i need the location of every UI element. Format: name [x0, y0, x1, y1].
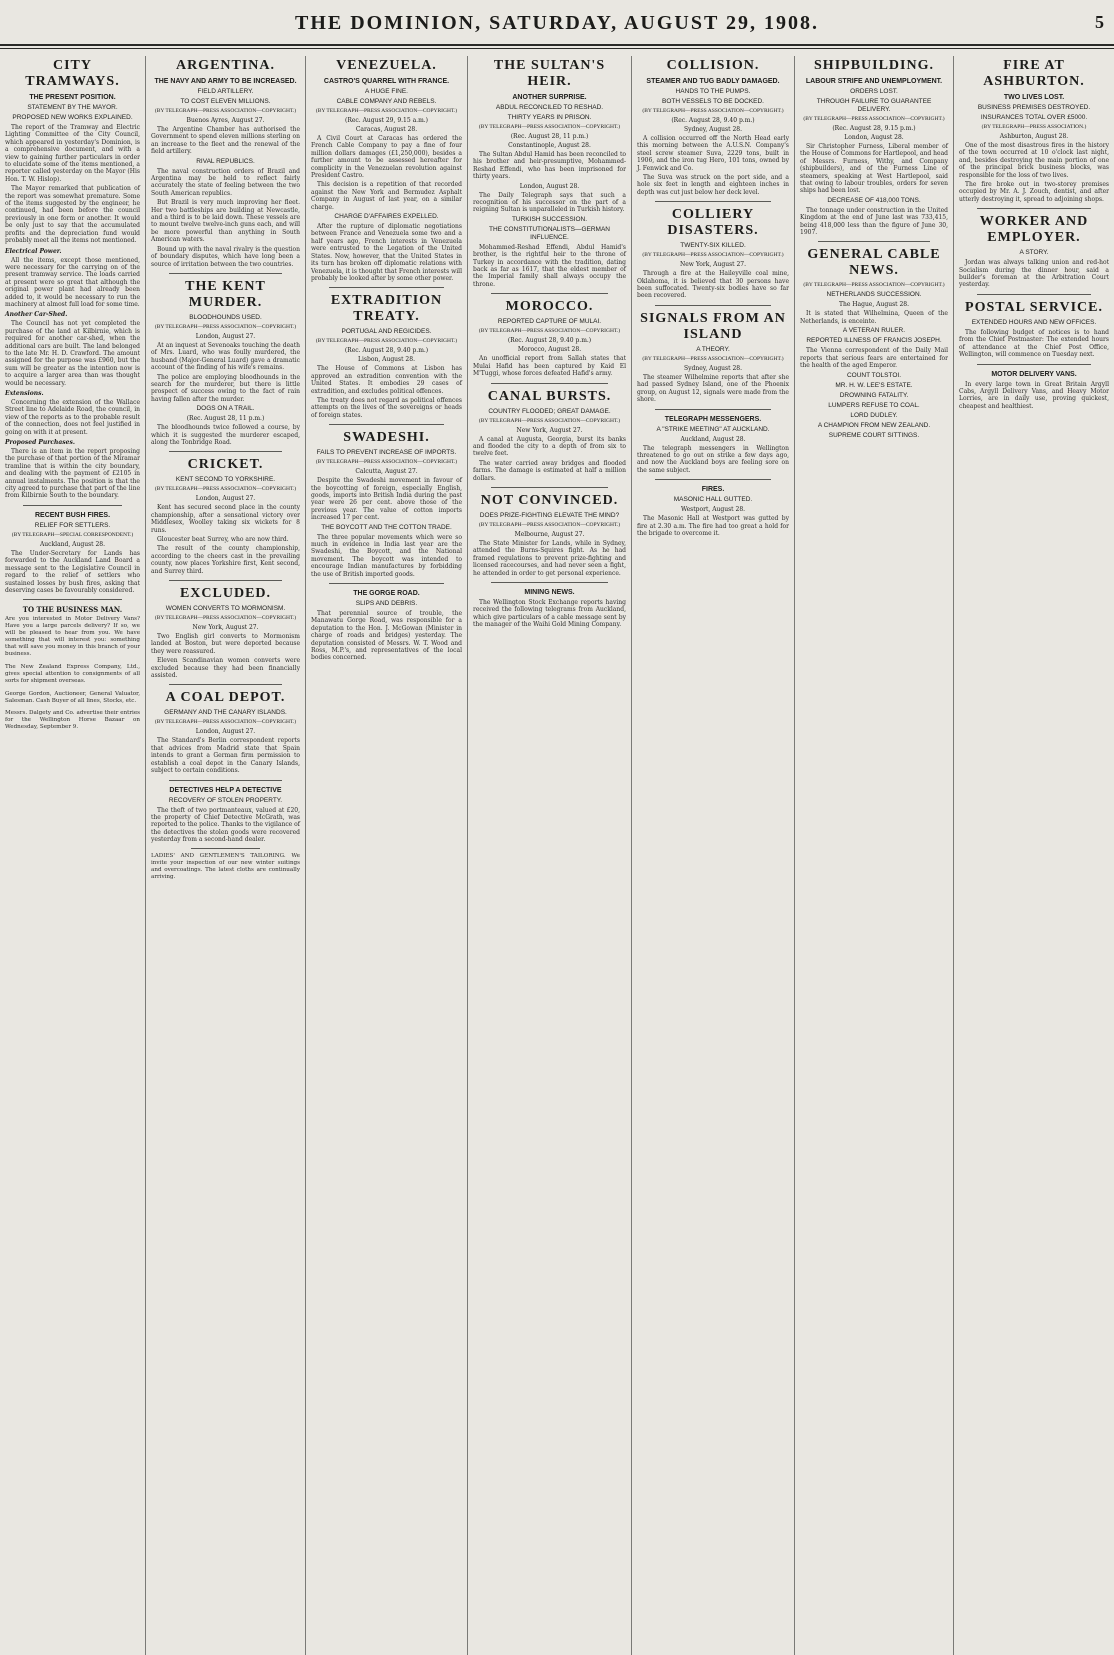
article-separator	[977, 364, 1091, 365]
dateline: Caracas, August 28.	[355, 126, 418, 133]
wire-credit: (BY TELEGRAPH—PRESS ASSOCIATION—COPYRIGHT.)	[315, 459, 458, 466]
column-7	[954, 56, 1114, 1655]
article-subhead: WOMEN CONVERTS TO MORMONISM.	[165, 605, 286, 613]
article-subhead: INSURANCES TOTAL OVER £5000.	[980, 114, 1088, 121]
dateline: (Rec. August 29, 9.15 a.m.)	[344, 117, 429, 124]
advertisement-title: TO THE BUSINESS MAN.	[22, 605, 123, 615]
article-headline: THE KENT MURDER.	[185, 278, 266, 310]
column-6	[795, 56, 954, 1655]
article-paragraph: Kent has secured second place in the county championship, after a sensational victory over Middlesex, Woolley taking six wickets for 8 runs.	[151, 504, 300, 534]
article-subhead: THE CONSTITUTIONALISTS—GERMAN INFLUENCE.	[489, 225, 610, 241]
dateline: Ashburton, August 28.	[999, 133, 1069, 140]
article-separator	[491, 383, 608, 384]
article-headline: DETECTIVES HELP A DETECTIVE	[169, 786, 282, 794]
article-paragraph: The State Minister for Lands, while in Sydney, attended the Burns-Squires fight. As he had framed regulations to prevent prize-fighting and licensed racecourses, and had never seen a fight, he attended in order to get personal experience.	[473, 539, 626, 577]
column-5	[632, 56, 795, 1655]
article-paragraph: The fire broke out in two-storey premises occupied by Mr. A. J. Zouch, dentist, and after utterly destroying it, spread to adjoining shops.	[959, 181, 1109, 203]
dateline: New York, August 27.	[192, 624, 259, 632]
article-headline: NOT CONVINCED.	[480, 492, 619, 508]
article-subhead: THIRTY YEARS IN PRISON.	[507, 114, 592, 121]
article-subhead: ORDERS LOST.	[850, 88, 898, 95]
article-subhead: MR. H. W. LEE'S ESTATE.	[835, 381, 913, 389]
article-subhead: COUNT TOLSTOI.	[846, 371, 902, 379]
advertisement-text: George Gordon, Auctioneer, General Valuator, Salesman. Cash Buyer of all lines, Stocks, etc.	[5, 690, 140, 704]
dateline: Constantinople, August 28.	[508, 142, 591, 149]
article-headline: TELEGRAPH MESSENGERS.	[664, 415, 762, 423]
article-subhead: FAILS TO PREVENT INCREASE OF IMPORTS.	[316, 449, 457, 457]
article-paragraph: The theft of two portmanteaux, valued at £20, the property of Chief Detective McGrath, was reported to the police. Thanks to the vigilance of the detectives the stolen goods were recovered yesterday from a second-hand dealer.	[151, 806, 300, 844]
column-2	[146, 56, 306, 1655]
article-subhead: REPORTED ILLNESS OF FRANCIS JOSEPH.	[806, 337, 942, 345]
article-separator	[329, 287, 444, 288]
article-paragraph: An unofficial report from Sallah states that Mulai Hafid has been captured by Kaid El M'Tuggi, whose forces defeated Hafid's army.	[473, 355, 626, 378]
dateline: Calcutta, August 27.	[355, 468, 418, 476]
article-subhead: STEAMER AND TUG BADLY DAMAGED.	[646, 78, 780, 85]
wire-credit: (BY TELEGRAPH—PRESS ASSOCIATION.)	[981, 124, 1087, 130]
article-subhead: TURKISH SUCCESSION.	[511, 215, 588, 223]
wire-credit: (BY TELEGRAPH—PRESS ASSOCIATION—COPYRIGHT.)	[154, 323, 297, 330]
article-paragraph: The tonnage under construction in the United Kingdom at the end of June last was 733,415, being 418,000 less than the figure of June 30, 1907.	[800, 206, 948, 237]
article-paragraph: Concerning the extension of the Wallace Street line to Adelaide Road, the council, in view of the reports as to the probable result of the connection, does not feel justified in going on with it at present.	[5, 399, 140, 436]
article-paragraph: But Brazil is very much improving her fleet. Her two battleships are building at Newcastle, and a third is to be laid down. These vessels are to mount twelve twelve-inch guns each, and will be more powerful than anything in South American waters.	[151, 199, 300, 244]
article-paragraph: The House of Commons at Lisbon has approved an extradition convention with the United States. It embodies 29 cases of extradition, and excludes political offences.	[311, 365, 462, 395]
column-4	[468, 56, 632, 1655]
article-paragraph: The treaty does not regard as political offences attempts on the lives of the sovereigns or heads of foreign states.	[311, 396, 462, 419]
article-subhead: ABDUL RECONCILED TO RESHAD.	[495, 104, 604, 111]
article-paragraph: The Wellington Stock Exchange reports having received the following telegrams from Auckland, which give particulars of a cable message sent by the manager of the Waihi Gold Mining Company.	[473, 598, 626, 629]
article-headline: ARGENTINA.	[175, 58, 276, 73]
article-headline: CITY TRAMWAYS.	[25, 58, 120, 89]
article-subhead: MASONIC HALL GUTTED.	[673, 496, 753, 504]
article-headline: CRICKET.	[187, 457, 264, 473]
dateline: New York, August 27.	[679, 261, 747, 269]
article-subhead: TO COST ELEVEN MILLIONS.	[180, 98, 271, 105]
advertisement-text: Are you interested in Motor Delivery Vans? Have you a large parcels delivery? If so, we will be pleased to hear from you. We have something that will interest you: something that will save you money in this branch of your business.	[5, 616, 140, 658]
article-paragraph: A canal at Augusta, Georgia, burst its banks and flooded the city to a depth of from six to twelve feet.	[473, 435, 626, 458]
article-paragraph: After the rupture of diplomatic negotiations between France and Venezuela some two and a half years ago, French interests in Venezuela were entrusted to the Legation of the United States. Now, however, that the United States in its turn has broken off diplomatic relations with Venezuela, it is thought that French interests will probably be looked after by some other power.	[311, 223, 462, 282]
article-subhead: A THEORY.	[696, 345, 730, 353]
article-headline: GENERAL CABLE NEWS.	[807, 247, 941, 279]
article-subhead: ANOTHER SURPRISE.	[512, 94, 587, 101]
wire-credit: (BY TELEGRAPH—PRESS ASSOCIATION—COPYRIGHT.)	[478, 124, 621, 130]
dateline: Lisbon, August 28.	[358, 356, 415, 364]
wire-credit: (BY TELEGRAPH—PRESS ASSOCIATION—COPYRIGHT.)	[154, 615, 297, 622]
dateline: Sydney, August 28.	[683, 364, 742, 372]
article-paragraph: The Council has not yet completed the purchase of the land at Kilbirnie, which is required for another car-shed, when the additional cars are built. The land belonged to the late Mr. H. D. Crawford. The amount assigned for the purpose was £960, but the sum will be greater as the intention now is to acquire a larger area than was thought would be necessary.	[5, 320, 140, 387]
article-subhead: A HUGE FINE.	[365, 88, 408, 95]
article-headline: EXCLUDED.	[179, 586, 272, 602]
article-paragraph: The Under-Secretary for Lands has forwarded to the Auckland Land Board a message sent to the Legislative Council in regard to the relief of settlers who sustained losses by bush fires, asking that deserving cases be favourably considered.	[5, 549, 140, 594]
article-separator	[23, 599, 122, 600]
dateline: (Rec. August 28, 11 p.m.)	[186, 415, 265, 423]
article-paragraph: The Masonic Hall at Westport was gutted by fire at 2.30 a.m. The fire had too great a hold for the brigade to overcome it.	[637, 515, 789, 537]
wire-credit: (BY TELEGRAPH—PRESS ASSOCIATION—COPYRIGHT.)	[803, 282, 945, 289]
article-headline: VENEZUELA.	[336, 58, 437, 73]
article-subhead: A STORY.	[1019, 249, 1049, 257]
article-headline: THE GORGE ROAD.	[353, 590, 420, 598]
article-subhead: REPORTED CAPTURE OF MULAI.	[497, 318, 602, 326]
dateline: London, August 27.	[195, 728, 256, 736]
article-paragraph: The steamer Wilhelmine reports that after she had passed Sydney Island, one of the Phoenix group, on August 12, signals were made from the shore.	[637, 373, 789, 404]
wire-credit: (BY TELEGRAPH—PRESS ASSOCIATION—COPYRIGHT.)	[478, 417, 621, 424]
article-headline: SWADESHI.	[343, 430, 430, 446]
dateline: (Rec. August 28, 9.15 p.m.)	[832, 125, 916, 132]
article-paragraph: There is an item in the report proposing the purchase of that portion of the Miramar tramline that is within the city boundary, and dealing with the payment of £2105 in annual instalments. The position is that the city agreed to purchase that part of the line from Kilbirnie South to the boundary.	[5, 448, 140, 500]
article-subhead: STATEMENT BY THE MAYOR.	[27, 104, 118, 111]
article-paragraph: In every large town in Great Britain Argyll Cabs, Argyll Delivery Vans, and Heavy Motor Lorries, are in daily use, proving quickest, cheapest and healthiest.	[959, 380, 1109, 410]
wire-credit: (BY TELEGRAPH—PRESS ASSOCIATION—COPYRIGHT.)	[642, 108, 784, 114]
dateline: London, August 27.	[195, 495, 256, 503]
article-separator	[491, 487, 608, 488]
section-subhead: Extensions.	[5, 390, 44, 397]
dateline: Morocco, August 28.	[517, 346, 582, 354]
dateline: New York, August 27.	[516, 426, 583, 434]
article-separator	[491, 293, 608, 294]
article-separator	[169, 684, 282, 685]
wire-credit: (BY TELEGRAPH—SPECIAL CORRESPONDENT.)	[11, 531, 134, 538]
dateline: Auckland, August 28.	[39, 540, 106, 548]
article-subhead: BOTH VESSELS TO BE DOCKED.	[662, 98, 764, 105]
article-paragraph: The Sultan Abdul Hamid has been reconciled to his brother and heir-presumptive, Mohammed-Reshad Effendi, who has been imprisoned for thirty years.	[473, 151, 626, 181]
section-subhead: Electrical Power.	[5, 247, 62, 255]
article-paragraph: The Mayor remarked that publication of the report was somewhat premature. Some of the items suggested by the engineer, he continued, had been before the council previously in one form or another. It would be only just to say that the accumulated profits and the depreciation fund would probably meet all the items not mentioned.	[5, 185, 140, 245]
article-subhead: LORD DUDLEY.	[850, 411, 898, 419]
article-paragraph: A collision occurred off the North Head early this morning between the A.U.S.N. Company's steel screw steamer Suva, 2229 tons, built in 1906, and the iron tug Hero, 101 tons, owned by J. Fenwick and Co.	[637, 135, 789, 172]
article-paragraph: It is stated that Wilhelmina, Queen of the Netherlands, is enceinte.	[800, 310, 948, 325]
article-separator	[655, 409, 771, 410]
article-paragraph: The Vienna correspondent of the Daily Mail reports that serious fears are entertained for the health of the aged Emperor.	[800, 347, 948, 370]
article-subhead: NETHERLANDS SUCCESSION.	[826, 291, 922, 299]
masthead	[0, 0, 1114, 56]
article-headline: WORKER AND EMPLOYER.	[979, 214, 1089, 246]
advertisement-text: The New Zealand Express Company, Ltd., gives special attention to consignments of all sorts for shipment overseas.	[5, 663, 140, 684]
article-separator	[655, 305, 771, 306]
dateline: Auckland, August 28.	[680, 435, 746, 443]
section-subhead: Another Car-Shed.	[5, 311, 68, 319]
article-paragraph: Two English girl converts to Mormonism landed at Boston, but were deported because they were reassured.	[151, 633, 300, 655]
masthead-rule-thin	[0, 48, 1114, 49]
article-headline: EXTRADITION TREATY.	[330, 293, 443, 325]
dateline: Westport, August 28.	[680, 506, 746, 514]
dateline: (Rec. August 28, 9.40 p.m.)	[344, 347, 429, 355]
article-paragraph: The following budget of notices is to hand from the Chief Postmaster: The extended hours of attendance at the Chief Post Office, Wellington, will commence on Tuesday next.	[959, 328, 1109, 359]
article-subhead: THE NAVY AND ARMY TO BE INCREASED.	[154, 78, 297, 85]
masthead-rule	[0, 44, 1114, 46]
dateline: Melbourne, August 27.	[514, 530, 585, 538]
article-separator	[329, 583, 444, 584]
wire-credit: (BY TELEGRAPH—PRESS ASSOCIATION—COPYRIGHT.)	[154, 486, 297, 493]
article-paragraph: This decision is a repetition of that recorded against the New York and Bermudez Asphalt Company in August of last year, on a similar charge.	[311, 181, 462, 211]
article-subhead: A CHAMPION FROM NEW ZEALAND.	[817, 421, 931, 429]
article-subhead: PROPOSED NEW WORKS EXPLAINED.	[12, 114, 133, 121]
article-headline: POSTAL SERVICE.	[965, 299, 1103, 315]
article-separator	[977, 208, 1091, 209]
article-subhead: TWENTY-SIX KILLED.	[680, 242, 746, 250]
dateline: London, August 28.	[519, 182, 580, 190]
article-subhead: LABOUR STRIFE AND UNEMPLOYMENT.	[805, 78, 943, 85]
article-paragraph: Eleven Scandinavian women converts were excluded because they had been financially assisted.	[151, 657, 300, 680]
dateline: (Rec. August 28, 9.40 p.m.)	[507, 337, 592, 345]
article-subhead: THE BOYCOTT AND THE COTTON TRADE.	[321, 523, 452, 531]
article-headline: MOROCCO.	[505, 299, 594, 315]
dateline: London, August 28.	[844, 134, 904, 141]
dateline: London, August 27.	[195, 332, 256, 340]
article-headline: MINING NEWS.	[524, 588, 575, 596]
wire-credit: (BY TELEGRAPH—PRESS ASSOCIATION—COPYRIGHT.)	[478, 328, 621, 335]
article-paragraph: The naval construction orders of Brazil and Argentina may be held to reflect fairly accurately the state of feeling between the two South American republics.	[151, 167, 300, 197]
article-paragraph: At an inquest at Sevenoaks touching the death of Mrs. Luard, who was foully murdered, the husband (Major-General Luard) gave a dramatic account of the finding of his wife's remains.	[151, 341, 300, 372]
article-headline: FIRES.	[701, 486, 725, 494]
article-paragraph: The telegraph messengers in Wellington threatened to go out on strike a few days ago, and now the Auckland boys are feeling sore on the same subject.	[637, 444, 789, 474]
wire-credit: (BY TELEGRAPH—PRESS ASSOCIATION—COPYRIGHT.)	[315, 338, 458, 345]
wire-credit: (BY TELEGRAPH—PRESS ASSOCIATION—COPYRIGHT.)	[803, 116, 945, 122]
article-paragraph: Mohammed-Reshad Effendi, Abdul Hamid's brother, is the rightful heir to the throne of Turkey in accordance with the tradition, dating back as far as 1617, that the eldest member of the Imperial family shall always occupy the throne.	[473, 243, 626, 288]
article-paragraph: All the items, except those mentioned, were necessary for the carrying on of the present tramway service. The loads carried at present were so great that although the original power plant had already been added to, it would be necessary to run the machinery at almost full load for some time.	[5, 256, 140, 308]
article-separator	[977, 294, 1091, 295]
article-subhead: COUNTRY FLOODED; GREAT DAMAGE.	[488, 407, 611, 415]
article-headline: MOTOR DELIVERY VANS.	[991, 370, 1077, 378]
article-paragraph: The result of the county championship, according to the cheers cast in the prevailing county, now places Yorkshire first, Kent second, and Surrey third.	[151, 545, 300, 575]
article-paragraph: The Argentine Chamber has authorised the Government to spend eleven millions sterling on an increase to the fleet and the renewal of the field artillery.	[151, 126, 300, 156]
article-subhead: DECREASE OF 418,000 TONS.	[827, 196, 921, 204]
article-paragraph: That perennial source of trouble, the Manawatu Gorge Road, was responsible for a deputation to the Hon. J. McGowan (Minister in charge of roads and bridges) yesterday. The deputation consisted of Messrs. W. T. Wood and Ross, M.P.'s, and representatives of the local bodies concerned.	[311, 610, 462, 662]
article-subhead: SLIPS AND DEBRIS.	[355, 600, 418, 608]
wire-credit: (BY TELEGRAPH—PRESS ASSOCIATION—COPYRIGHT.)	[642, 355, 784, 362]
article-paragraph: The Standard's Berlin correspondent reports that advices from Madrid state that Spain intends to grant a German firm permission to establish a coal depot in the Canary Islands, subject to certain conditions.	[151, 737, 300, 775]
article-separator	[191, 848, 260, 849]
wire-credit: (BY TELEGRAPH—PRESS ASSOCIATION—COPYRIGHT.)	[154, 719, 297, 726]
article-subhead: CASTRO'S QUARREL WITH FRANCE.	[323, 78, 450, 85]
article-separator	[655, 479, 771, 480]
article-subhead: TWO LIVES LOST.	[1003, 94, 1065, 101]
advertisement-text: Messrs. Dalgety and Co. advertise their entries for the Wellington Horse Bazaar on Wednesday, September 9.	[5, 710, 140, 731]
article-paragraph: The Daily Telegraph says that such a recognition of his successor on the part of a reigning Sultan is unparalleled in Turkish history.	[473, 191, 626, 214]
article-separator	[169, 273, 282, 274]
columns	[0, 56, 1114, 1655]
article-headline: A COAL DEPOT.	[165, 690, 286, 706]
article-subhead: RIVAL REPUBLICS.	[196, 157, 255, 165]
article-subhead: HANDS TO THE PUMPS.	[675, 88, 751, 95]
page-number: 5	[1095, 12, 1104, 32]
article-paragraph: Bound up with the naval rivalry is the question of boundary disputes, which have long been a source of irritation between the two countries.	[151, 245, 300, 268]
article-subhead: BLOODHOUNDS USED.	[189, 313, 262, 321]
article-separator	[655, 201, 771, 202]
article-headline: THE SULTAN'S HEIR.	[493, 58, 606, 89]
article-paragraph: The three popular movements which were so much in evidence in India last year are the Swadeshi, the Boycott, and the National movement. The boycott was intended to encourage Indian manufactures by forbidding the use of British imported goods.	[311, 533, 462, 578]
article-subhead: DOES PRIZE-FIGHTING ELEVATE THE MIND?	[479, 511, 620, 519]
article-subhead: CABLE COMPANY AND REBELS.	[336, 98, 437, 105]
article-paragraph: The Suva was struck on the port side, and a hole six feet in length and eighteen inches in depth was cut just below her deck level.	[637, 174, 789, 196]
advertisement-text: LADIES' AND GENTLEMEN'S TAILORING. We invite your inspection of our new winter suitings and overcoatings. The latest cloths are continually arriving.	[151, 852, 300, 880]
article-subhead: PORTUGAL AND REGICIDES.	[341, 328, 432, 336]
article-paragraph: The bloodhounds twice followed a course, by which it is suggested the murderer escaped, along the Tonbridge Road.	[151, 424, 300, 446]
dateline: Buenos Ayres, August 27.	[186, 117, 265, 124]
article-headline: FIRE AT ASHBURTON.	[983, 58, 1085, 89]
dateline: (Rec. August 28, 11 p.m.)	[510, 133, 589, 140]
column-1	[0, 56, 146, 1655]
dateline: (Rec. August 28, 9.40 p.m.)	[671, 117, 755, 124]
article-separator	[491, 582, 608, 583]
newspaper-title: THE DOMINION, SATURDAY, AUGUST 29, 1908.	[295, 12, 819, 34]
column-3	[306, 56, 468, 1655]
article-subhead: RELIEF FOR SETTLERS.	[34, 521, 111, 529]
wire-credit: (BY TELEGRAPH—PRESS ASSOCIATION—COPYRIGHT.)	[478, 521, 621, 528]
article-subhead: CHARGE D'AFFAIRES EXPELLED.	[334, 213, 439, 221]
article-paragraph: The police are employing bloodhounds in the search for the murderer, but there is little prospect of success owing to the fact of rain having fallen after the murder.	[151, 373, 300, 403]
wire-credit: (BY TELEGRAPH—PRESS ASSOCIATION—COPYRIGHT.)	[315, 108, 458, 114]
article-separator	[169, 580, 282, 581]
article-headline: COLLISION.	[666, 58, 760, 73]
article-subhead: DOGS ON A TRAIL.	[196, 405, 255, 413]
article-subhead: KENT SECOND TO YORKSHIRE.	[175, 476, 276, 484]
article-paragraph: Jordan was always talking union and red-hot Socialism during the dinner hour, said a builder's foreman at the Arbitration Court yesterday.	[959, 259, 1109, 289]
article-headline: RECENT BUSH FIRES.	[34, 511, 111, 519]
article-subhead: A VETERAN RULER.	[842, 327, 906, 335]
article-subhead: LUMPERS REFUSE TO COAL.	[828, 401, 920, 409]
article-paragraph: A Civil Court at Caracas has ordered the French Cable Company to pay a fine of four million dollars damages (£1,250,000), besides a further amount to be assessed hereafter for complicity in the Venezuelan revolution against President Castro.	[311, 135, 462, 180]
article-headline: COLLIERY DISASTERS.	[667, 207, 759, 239]
article-subhead: A "STRIKE MEETING" AT AUCKLAND.	[656, 425, 770, 433]
article-paragraph: One of the most disastrous fires in the history of the town occurred at 10 o'clock last night, and, besides destroying the main portion of one of the principal brick business blocks, was responsible for the loss of two lives.	[959, 142, 1109, 179]
dateline: Sydney, August 28.	[683, 126, 742, 133]
article-headline: CANAL BURSTS.	[487, 388, 612, 404]
article-separator	[818, 241, 930, 242]
wire-credit: (BY TELEGRAPH—PRESS ASSOCIATION—COPYRIGHT.)	[154, 108, 297, 114]
article-headline: SIGNALS FROM AN ISLAND	[640, 310, 786, 342]
article-subhead: BUSINESS PREMISES DESTROYED.	[977, 104, 1091, 111]
wire-credit: (BY TELEGRAPH—PRESS ASSOCIATION—COPYRIGHT.)	[642, 252, 784, 259]
article-paragraph: Gloucester beat Surrey, who are now third.	[157, 536, 289, 543]
article-subhead: DROWNING FATALITY.	[839, 391, 909, 399]
article-headline: SHIPBUILDING.	[814, 58, 934, 73]
article-paragraph: The water carried away bridges and flooded farms. The damage is estimated at half a million dollars.	[473, 459, 626, 482]
article-separator	[23, 505, 122, 506]
article-paragraph: The report of the Tramway and Electric Lighting Committee of the City Council, which appeared in yesterday's Dominion, is a comprehensive document, and with a view to gaining further particulars in order to elucidate some of the items mentioned, a reporter called yesterday on the Mayor (His Hon. T. W. Hislop).	[5, 124, 140, 183]
article-subhead: RECOVERY OF STOLEN PROPERTY.	[168, 796, 283, 804]
article-separator	[169, 451, 282, 452]
article-subhead: GERMANY AND THE CANARY ISLANDS.	[164, 709, 287, 717]
article-separator	[169, 780, 282, 781]
article-subhead: EXTENDED HOURS AND NEW OFFICES.	[971, 318, 1097, 326]
article-subhead: THE PRESENT POSITION.	[29, 94, 116, 101]
section-subhead: Proposed Purchases.	[5, 439, 75, 447]
article-subhead: SUPREME COURT SITTINGS.	[828, 431, 920, 439]
article-separator	[329, 424, 444, 425]
article-subhead: THROUGH FAILURE TO GUARANTEE DELIVERY.	[816, 98, 932, 113]
dateline: The Hague, August 28.	[838, 301, 910, 309]
article-subhead: FIELD ARTILLERY.	[197, 88, 254, 95]
article-paragraph: Despite the Swadeshi movement in favour of the boycotting of foreign, especially English, goods, imports into British India during the past year were 26 per cent. above those of the previous year. The value of cotton imports increased 17 per cent.	[311, 477, 462, 522]
article-paragraph: Through a fire at the Haileyville coal mine, Oklahoma, it is believed that 30 persons have been suffocated. Twenty-six bodies have so far been recovered.	[637, 270, 789, 300]
article-paragraph: Sir Christopher Furness, Liberal member of the House of Commons for Hartlepool, and head of Messrs. Furness, Withy, and Company (shipbuilders), and of the Furness Line of steamers, speaking at West Hartlepool, said that owing to labour troubles, orders for seven ships had been lost.	[800, 143, 948, 195]
